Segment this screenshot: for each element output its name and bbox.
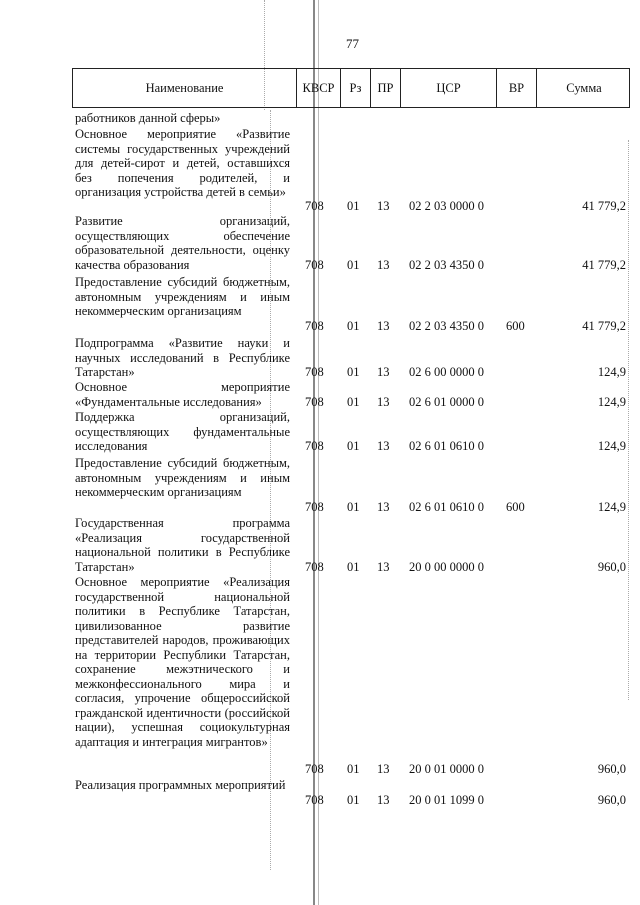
table-row (0, 778, 640, 807)
row-sum: 41 779,2 (582, 257, 626, 272)
row-rz: 01 (347, 438, 360, 453)
row-pr: 13 (377, 761, 390, 776)
row-rz: 01 (347, 257, 360, 272)
page-number: 77 (346, 36, 359, 51)
row-sum: 960,0 (597, 792, 626, 807)
row-rz: 01 (347, 499, 360, 514)
row-name: работников данной сферы» (75, 111, 221, 125)
row-rz: 01 (347, 394, 360, 409)
row-sum: 41 779,2 (582, 198, 626, 213)
row-sum: 124,9 (597, 499, 626, 514)
table-row (0, 336, 640, 379)
row-kvsr: 708 (305, 499, 324, 514)
row-rz: 01 (347, 198, 360, 213)
row-pr: 13 (377, 394, 390, 409)
row-kvsr: 708 (305, 761, 324, 776)
row-pr: 13 (377, 318, 390, 333)
row-csr: 02 6 01 0000 0 (409, 394, 484, 409)
row-csr: 02 6 01 0610 0 (409, 438, 484, 453)
row-name: Основное мероприятие «Развитие системы государственных учреждений для детей-сирот и детей, оставшихся без попечения родителей, и организация устройства детей в семьи» (75, 127, 290, 199)
row-rz: 01 (347, 792, 360, 807)
row-name: Основное мероприятие «Фундаментальные исследования» (75, 380, 290, 409)
table-row (0, 380, 640, 409)
table-row (0, 214, 640, 272)
table-row (0, 410, 640, 453)
table-row (0, 516, 640, 574)
row-pr: 13 (377, 198, 390, 213)
table-row (0, 127, 640, 213)
row-name: Государственная программа «Реализация государственной национальной политики в Республике Татарстан» (75, 516, 290, 574)
row-csr: 20 0 00 0000 0 (409, 559, 484, 574)
row-name: Основное мероприятие «Реализация государственной национальной политики в Республике Татарстан, цивилизованное развитие представителей народов, проживающих на территории Республики Татарстан, сохранение межэтнического и межконфессионального мира и согласия, упрочение общероссийской гражданской идентичности (российской нации), успешная социокультурная адаптация и интеграция мигрантов» (75, 575, 290, 749)
row-vr: 600 (506, 318, 525, 333)
row-kvsr: 708 (305, 394, 324, 409)
row-kvsr: 708 (305, 257, 324, 272)
header-vr: ВР (497, 69, 537, 107)
header-csr: ЦСР (401, 69, 497, 107)
row-name: Реализация программных мероприятий (75, 778, 286, 792)
row-csr: 20 0 01 1099 0 (409, 792, 484, 807)
row-csr: 02 6 00 0000 0 (409, 364, 484, 379)
row-rz: 01 (347, 364, 360, 379)
row-csr: 02 6 01 0610 0 (409, 499, 484, 514)
row-pr: 13 (377, 499, 390, 514)
table-row (0, 456, 640, 514)
row-kvsr: 708 (305, 198, 324, 213)
header-rz: Рз (341, 69, 371, 107)
row-pr: 13 (377, 364, 390, 379)
header-kvsr: КВСР (297, 69, 341, 107)
row-kvsr: 708 (305, 792, 324, 807)
row-sum: 124,9 (597, 438, 626, 453)
row-name: Развитие организаций, осуществляющих обеспечение образовательной деятельности, оценку качества образования (75, 214, 290, 272)
table-row (0, 111, 640, 125)
row-pr: 13 (377, 438, 390, 453)
row-pr: 13 (377, 559, 390, 574)
header-name: Наименование (73, 69, 297, 107)
row-sum: 960,0 (597, 559, 626, 574)
row-csr: 02 2 03 0000 0 (409, 198, 484, 213)
row-csr: 02 2 03 4350 0 (409, 318, 484, 333)
row-pr: 13 (377, 257, 390, 272)
row-kvsr: 708 (305, 559, 324, 574)
row-name: Предоставление субсидий бюджетным, автономным учреждениям и иным некоммерческим организациям (75, 275, 290, 318)
row-kvsr: 708 (305, 364, 324, 379)
row-name: Поддержка организаций, осуществляющих фундаментальные исследования (75, 410, 290, 453)
header-pr: ПР (371, 69, 401, 107)
row-name: Предоставление субсидий бюджетным, автономным учреждениям и иным некоммерческим организациям (75, 456, 290, 499)
table-row (0, 275, 640, 333)
row-csr: 20 0 01 0000 0 (409, 761, 484, 776)
row-rz: 01 (347, 761, 360, 776)
header-sum: Сумма (566, 80, 602, 95)
row-csr: 02 2 03 4350 0 (409, 257, 484, 272)
row-pr: 13 (377, 792, 390, 807)
row-rz: 01 (347, 318, 360, 333)
table-row (0, 575, 640, 776)
row-rz: 01 (347, 559, 360, 574)
row-kvsr: 708 (305, 438, 324, 453)
row-sum: 124,9 (597, 364, 626, 379)
row-name: Подпрограмма «Развитие науки и научных исследований в Республике Татарстан» (75, 336, 290, 379)
row-sum: 960,0 (597, 761, 626, 776)
row-sum: 41 779,2 (582, 318, 626, 333)
row-sum: 124,9 (597, 394, 626, 409)
row-vr: 600 (506, 499, 525, 514)
row-kvsr: 708 (305, 318, 324, 333)
